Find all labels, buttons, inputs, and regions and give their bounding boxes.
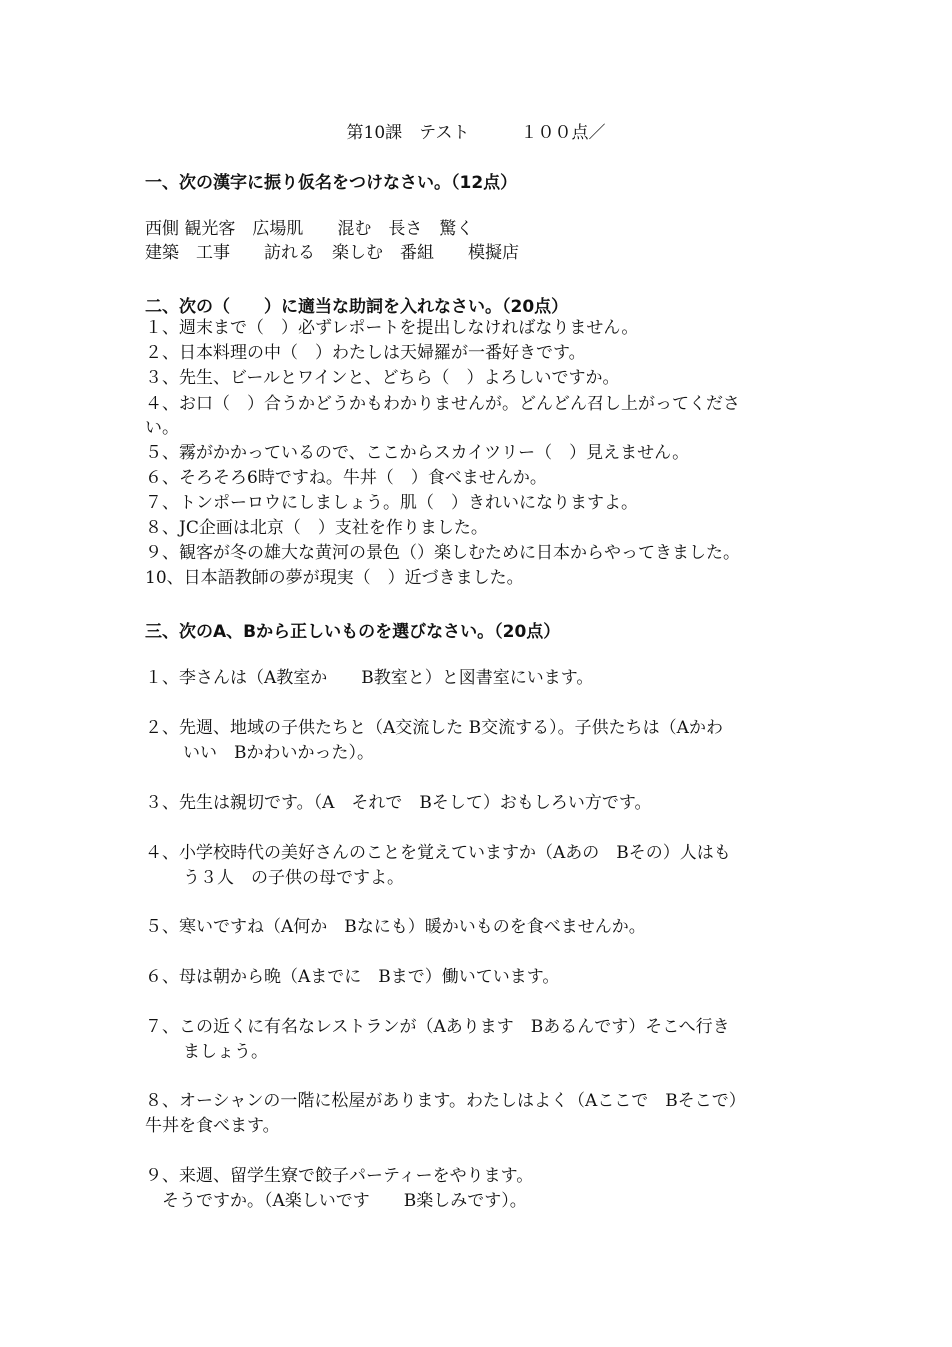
choice-question-1 bbox=[145, 666, 810, 691]
choice-question-4-cont: う３人 の子供の母ですよ。 bbox=[183, 868, 404, 888]
particle-question-1: １、週末まで（ ）必ずレポートを提出しなければなりません。 bbox=[145, 318, 639, 338]
choice-question-1-text: １、李さんは（A教室か B教室と）と図書室にいます。 bbox=[145, 668, 594, 688]
particle-question-5: ５、霧がかかっているので、ここからスカイツリー（ ）見えません。 bbox=[145, 443, 690, 463]
choice-question-7-cont: ましょう。 bbox=[183, 1042, 268, 1062]
choice-question-9-text: ９、来週、留学生寮で餃子パーティーをやります。 bbox=[145, 1166, 534, 1186]
choice-question-3-text: ３、先生は親切です。（A それで Bそして）おもしろい方です。 bbox=[145, 793, 652, 813]
choice-question-6-text: ６、母は朝から晩（Aまでに Bまで）働いています。 bbox=[145, 967, 560, 987]
choice-question-2-cont: いい Bかわいかった）。 bbox=[183, 743, 374, 763]
kanji-row-2: 建築 工事 訪れる 楽しむ 番組 模擬店 bbox=[145, 243, 519, 263]
choice-question-3 bbox=[145, 791, 810, 816]
particle-question-2: ２、日本料理の中（ ）わたしは天婦羅が一番好きです。 bbox=[145, 343, 586, 363]
particle-question-10: 10、日本語教師の夢が現実（ ）近づきました。 bbox=[145, 568, 524, 588]
particle-question-9: ９、観客が冬の雄大な黄河の景色（）楽しむために日本からやってきました。 bbox=[145, 543, 740, 563]
choice-question-5 bbox=[145, 915, 810, 940]
choice-question-9 bbox=[145, 1164, 810, 1214]
choice-question-4-text: ４、小学校時代の美好さんのことを覚えていますか（Aあの Bその）人はも bbox=[145, 843, 731, 863]
choice-question-8-text: ８、オーシャンの一階に松屋があります。わたしはよく（Aここで Bそこで） bbox=[145, 1091, 746, 1111]
choice-question-9-cont: そうですか。（A楽しいです B楽しみです）。 bbox=[145, 1191, 527, 1211]
choice-question-2-text: ２、先週、地域の子供たちと（A交流した B交流する）。子供たちは（Aかわ bbox=[145, 718, 723, 738]
choice-question-7-text: ７、この近くに有名なレストランが（Aあります Bあるんです）そこへ行き bbox=[145, 1017, 730, 1037]
choice-question-4 bbox=[145, 841, 810, 891]
choice-question-5-text: ５、寒いですね（A何か Bなにも）暖かいものを食べませんか。 bbox=[145, 917, 646, 937]
section2-heading: 二、次の（ ）に適当な助詞を入れなさい。（20点） bbox=[145, 297, 569, 317]
section1-heading: 一、次の漢字に振り仮名をつけなさい。（12点） bbox=[145, 173, 518, 193]
choice-question-8 bbox=[145, 1089, 810, 1139]
particle-question-3: ３、先生、ビールとワインと、どちら（ ）よろしいですか。 bbox=[145, 368, 620, 388]
section3-heading: 三、次のA、Bから正しいものを選びなさい。（20点） bbox=[145, 622, 561, 642]
test-title: 第10課 テスト １００点／ bbox=[346, 123, 606, 143]
choice-question-6 bbox=[145, 965, 810, 990]
choice-question-7 bbox=[145, 1015, 810, 1065]
particle-question-6: ６、そろそろ6時ですね。牛丼（ ）食べませんか。 bbox=[145, 468, 547, 488]
choice-question-2 bbox=[145, 716, 810, 766]
particle-question-7: ７、トンポーロウにしましょう。肌（ ）きれいになりますよ。 bbox=[145, 493, 638, 513]
particle-question-8: ８、JC企画は北京（ ）支社を作りました。 bbox=[145, 518, 488, 538]
choice-question-8-cont: 牛丼を食べます。 bbox=[145, 1116, 280, 1136]
particle-question-4: ４、お口（ ）合うかどうかもわかりませんが。どんどん召し上がってくださ bbox=[145, 394, 740, 414]
kanji-row-1: 西側 観光客 広場肌 混む 長さ 驚く bbox=[145, 219, 474, 239]
particle-question-4-cont: い。 bbox=[145, 418, 179, 438]
